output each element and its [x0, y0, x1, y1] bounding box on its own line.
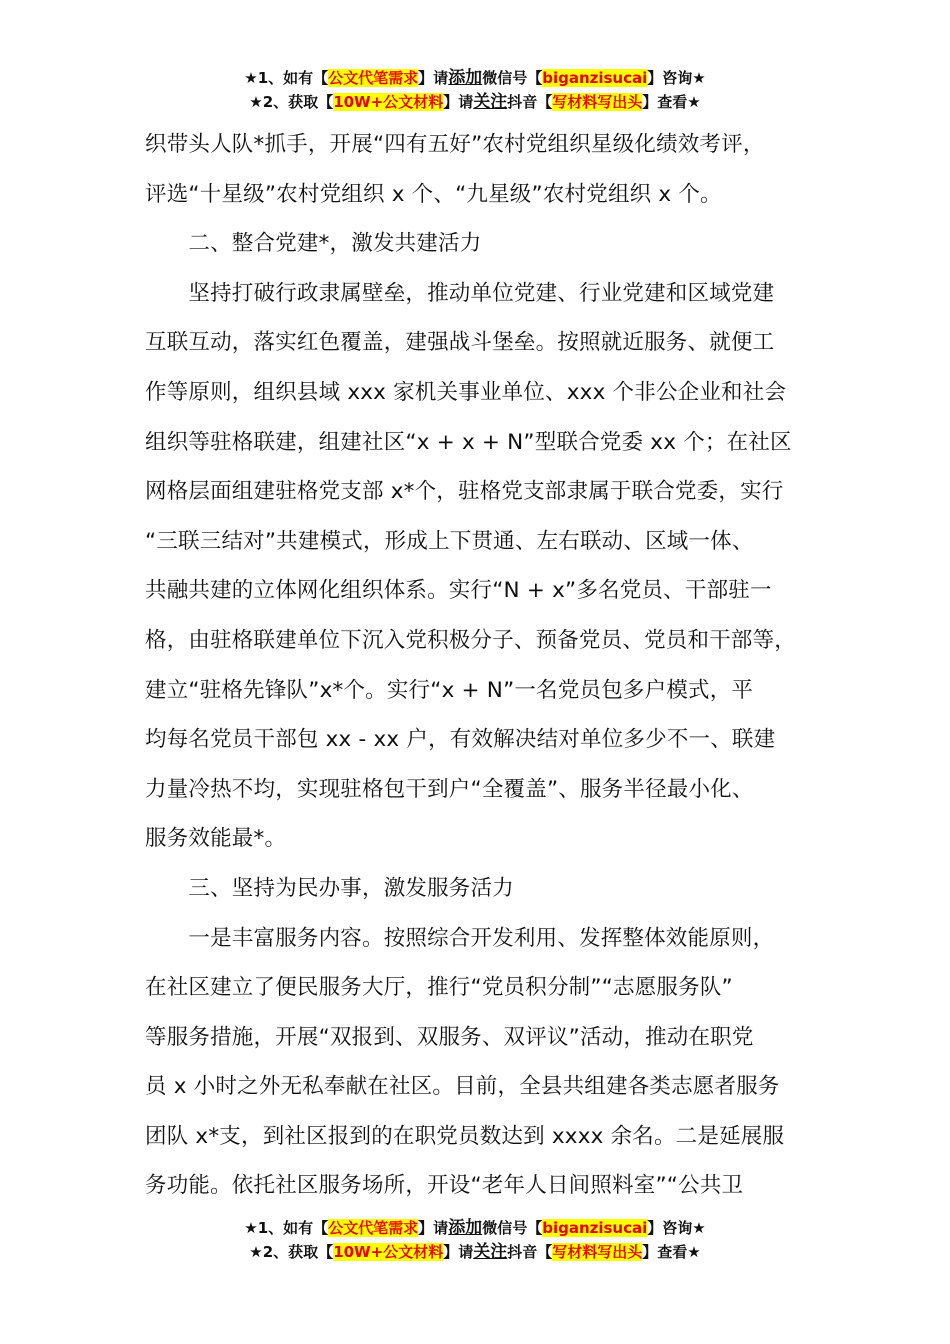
body-line: 在社区建立了便民服务大厅，推行“党员积分制”“志愿服务队”	[145, 975, 733, 1001]
banner-line-2: ★2、获取【10W+公文材料】请关注抖音【写材料写出头】查看★	[249, 1242, 701, 1262]
body-line: 建立“驻格先锋队”x*个。实行“x + N”一名党员包多户模式，平	[145, 677, 754, 703]
body-line: 等服务措施，开展“双报到、双服务、双评议”活动，推动在职党	[145, 1024, 754, 1050]
body-line: “三联三结对”共建模式，形成上下贯通、左右联动、区域一体、	[145, 528, 754, 554]
body-line: 务功能。依托社区服务场所，开设“老年人日间照料室”“公共卫	[145, 1173, 744, 1199]
body-line: 力量冷热不均，实现驻格包干到户“全覆盖”、服务半径最小化、	[145, 776, 754, 802]
section-heading-3: 三、坚持为民办事，激发服务活力	[145, 875, 514, 901]
highlight-douyin: 写材料写出头	[552, 1243, 643, 1261]
body-line: 一是丰富服务内容。按照综合开发利用、发挥整体效能原则，	[145, 925, 775, 951]
body-line: 团队 x*支，到社区报到的在职党员数达到 xxxx 余名。二是延展服	[145, 1123, 785, 1149]
highlight-wechat-id: biganzisucai	[542, 69, 648, 87]
body-line: 织带头人队*抓手，开展“四有五好”农村党组织星级化绩效考评，	[145, 132, 765, 157]
body-line: 服务效能最*。	[145, 826, 287, 852]
banner-line-1: ★1、如有【公文代笔需求】请添加微信号【biganzisucai】咨询★	[244, 68, 706, 88]
body-line: 网格层面组建驻格党支部 x*个，驻格党支部隶属于联合党委，实行	[145, 479, 784, 505]
body-line: 互联互动，落实红色覆盖，建强战斗堡垒。按照就近服务、就便工	[145, 330, 775, 356]
banner-line-1: ★1、如有【公文代笔需求】请添加微信号【biganzisucai】咨询★	[244, 1218, 706, 1238]
body-line: 格，由驻格联建单位下沉入党积极分子、预备党员、党员和干部等，	[145, 627, 797, 653]
highlight-materials: 10W+公文材料	[333, 1243, 444, 1261]
body-line: 评选“十星级”农村党组织 x 个、“九星级”农村党组织 x 个。	[145, 181, 722, 207]
highlight-wechat-id: biganzisucai	[542, 1219, 648, 1237]
highlight-ghostwriting: 公文代笔需求	[328, 69, 419, 87]
highlight-douyin: 写材料写出头	[552, 93, 643, 111]
body-line: 均每名党员干部包 xx - xx 户，有效解决结对单位多少不一、联建	[145, 727, 776, 753]
section-heading-2: 二、整合党建*，激发共建活力	[145, 231, 482, 257]
document-body	[145, 120, 815, 1211]
highlight-materials: 10W+公文材料	[333, 93, 444, 111]
body-line: 员 x 小时之外无私奉献在社区。目前，全县共组建各类志愿者服务	[145, 1074, 780, 1100]
body-line: 作等原则，组织县域 xxx 家机关事业单位、xxx 个非公企业和社会	[145, 379, 787, 405]
highlight-ghostwriting: 公文代笔需求	[328, 1219, 419, 1237]
top-banner	[0, 66, 950, 114]
body-line: 共融共建的立体网化组织体系。实行“N + x”多名党员、干部驻一	[145, 578, 772, 604]
body-line: 坚持打破行政隶属壁垒，推动单位党建、行业党建和区域党建	[145, 280, 775, 306]
banner-line-2: ★2、获取【10W+公文材料】请关注抖音【写材料写出头】查看★	[249, 92, 701, 112]
body-line: 组织等驻格联建，组建社区“x + x + N”型联合党委 xx 个；在社区	[145, 429, 792, 455]
bottom-banner	[0, 1216, 950, 1264]
